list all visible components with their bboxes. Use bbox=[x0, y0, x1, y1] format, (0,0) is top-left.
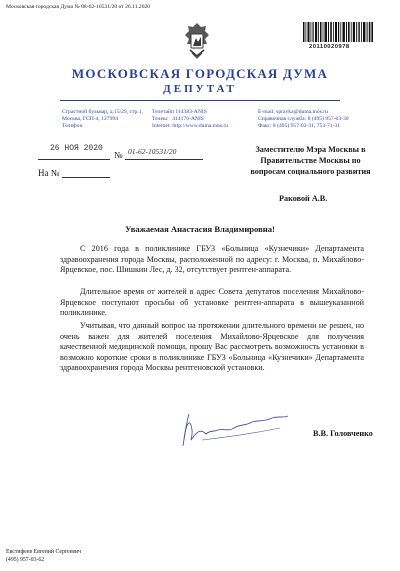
header-divider bbox=[60, 100, 340, 101]
organization-subtitle: ДЕПУТАТ bbox=[163, 83, 237, 95]
reference-number-label: На № bbox=[38, 168, 60, 178]
document-number: 01-62-10531/20 bbox=[128, 147, 177, 156]
barcode-number: 20110020978 bbox=[309, 44, 350, 50]
info-service-line: Справочная служба: 8 (495) 957-03-30 bbox=[258, 116, 349, 122]
signer-name: В.В. Головченко bbox=[313, 429, 373, 438]
document-number-label: № bbox=[114, 150, 123, 160]
contact-telegraph-block bbox=[152, 109, 228, 130]
address-line-2: Москва, ГСП-4, 127994 bbox=[62, 116, 118, 122]
paragraph-text: Учитывая, что данный вопрос на протяжении длительного времени не решен, но очень важен для жителей поселения Михайлово-Ярцевское для получения качественной медицинской помощи, прошу Вас рассмотреть возможность установки в возможно короткие сроки в поликлинике ГБУЗ «Больница «Кузнечики» Департамента здравоохранения города Москвы рентгеновской установки. bbox=[60, 321, 364, 373]
recipient-name: Раковой А.В. bbox=[279, 194, 328, 203]
executor-block bbox=[6, 548, 81, 564]
fax-line: Факс: 8 (495) 957-03-31, 753-71-31 bbox=[258, 123, 341, 129]
executor-phone: (495) 957-03-62 bbox=[6, 557, 45, 563]
teletype-line: Телетайп 114383-ANIS bbox=[152, 109, 207, 115]
document-barcode bbox=[303, 22, 373, 42]
handwritten-signature bbox=[180, 410, 290, 450]
contact-email-block bbox=[258, 109, 349, 130]
reference-number-line bbox=[62, 167, 110, 178]
document-registration-note: Московская городская Дума № 08-62-10531/20 от 26.11.2020 bbox=[6, 4, 151, 10]
internet-line: Internet: http://www.duma.mos.ru bbox=[152, 123, 229, 129]
paragraph-text: Длительное время от жителей в адрес Совета депутатов поселения Михайлово-Ярцевское поступают просьбы об установке рентген-аппарата в вышеуказанной поликлинике. bbox=[60, 287, 364, 318]
recipient-position: Заместителю Мэра Москвы в Правительстве Москвы по вопросам социального развития bbox=[250, 145, 371, 176]
address-line-3: Телефон bbox=[62, 123, 83, 129]
paragraph-text: С 2016 года в поликлинике ГБУЗ «Больница «Кузнечики» Департамента здравоохранения города Москвы, расположенной по адресу: г. Москва, п. Михайлово-Ярцевское, пос. Шишкин Лес, д. 32, отсутствует рентген-аппарата. bbox=[60, 244, 364, 275]
contact-address-block bbox=[62, 109, 143, 130]
body-paragraph-3 bbox=[60, 321, 364, 374]
address-line-1: Страстной бульвар, д.15/29, стр.1, bbox=[62, 109, 143, 115]
telex-line: Телекс 414176-ANIS bbox=[152, 116, 204, 122]
document-date-stamp: 26 НОЯ 2020 bbox=[50, 144, 103, 153]
executor-name: Евстифеев Евгений Сергеевич bbox=[6, 549, 82, 555]
salutation: Уважаемая Анастасия Владимировна! bbox=[125, 224, 275, 234]
email-line: E-mail: spravka@duma.mos.ru bbox=[258, 109, 328, 115]
body-paragraph-2 bbox=[60, 287, 364, 319]
moscow-coat-of-arms-emblem bbox=[182, 22, 212, 60]
organization-title: МОСКОВСКАЯ ГОРОДСКАЯ ДУМА bbox=[71, 66, 329, 81]
body-paragraph-1 bbox=[60, 244, 364, 276]
